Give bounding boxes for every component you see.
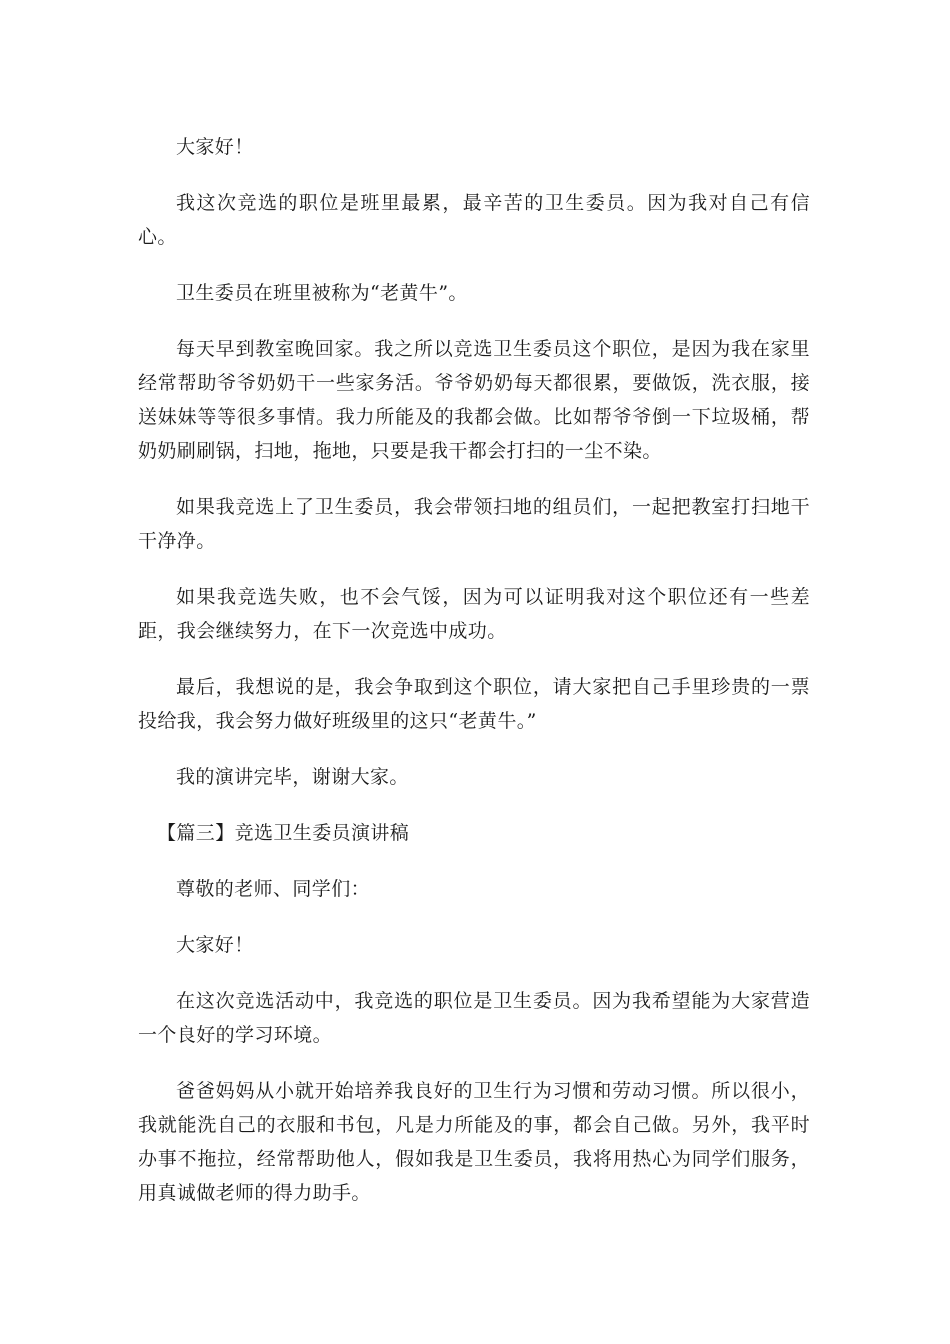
section-heading: 【篇三】竞选卫生委员演讲稿 (157, 822, 410, 844)
paragraph: 在这次竞选活动中，我竞选的职位是卫生委员。因为我希望能为大家营造一个良好的学习环境。 (138, 990, 810, 1046)
paragraph-greeting: 大家好！ (176, 934, 254, 956)
paragraph: 爸爸妈妈从小就开始培养我良好的卫生行为习惯和劳动习惯。所以很小，我就能洗自己的衣服和书包，凡是力所能及的事，都会自己做。另外，我平时办事不拖拉，经常帮助他人，假如我是卫生委员，我将用热心为同学们服务，用真诚做老师的得力助手。 (138, 1080, 810, 1204)
document-body (138, 130, 810, 1232)
paragraph: 卫生委员在班里被称为“老黄牛”。 (176, 282, 468, 304)
paragraph: 每天早到教室晚回家。我之所以竞选卫生委员这个职位，是因为我在家里经常帮助爷爷奶奶干一些家务活。爷爷奶奶每天都很累，要做饭，洗衣服，接送妹妹等等很多事情。我力所能及的我都会做。比如帮爷爷倒一下垃圾桶，帮奶奶刷刷锅，扫地，拖地，只要是我干都会打扫的一尘不染。 (138, 338, 810, 462)
paragraph: 如果我竞选上了卫生委员，我会带领扫地的组员们，一起把教室打扫地干干净净。 (138, 496, 810, 552)
paragraph-closing: 我的演讲完毕，谢谢大家。 (176, 766, 409, 788)
paragraph: 我这次竞选的职位是班里最累，最辛苦的卫生委员。因为我对自己有信心。 (138, 192, 810, 248)
paragraph-greeting: 大家好！ (176, 136, 254, 158)
paragraph: 如果我竞选失败，也不会气馁，因为可以证明我对这个职位还有一些差距，我会继续努力，在下一次竞选中成功。 (138, 586, 810, 642)
paragraph-salutation: 尊敬的老师、同学们： (176, 878, 371, 900)
paragraph: 最后，我想说的是，我会争取到这个职位，请大家把自己手里珍贵的一票投给我，我会努力做好班级里的这只“老黄牛。” (138, 676, 810, 732)
